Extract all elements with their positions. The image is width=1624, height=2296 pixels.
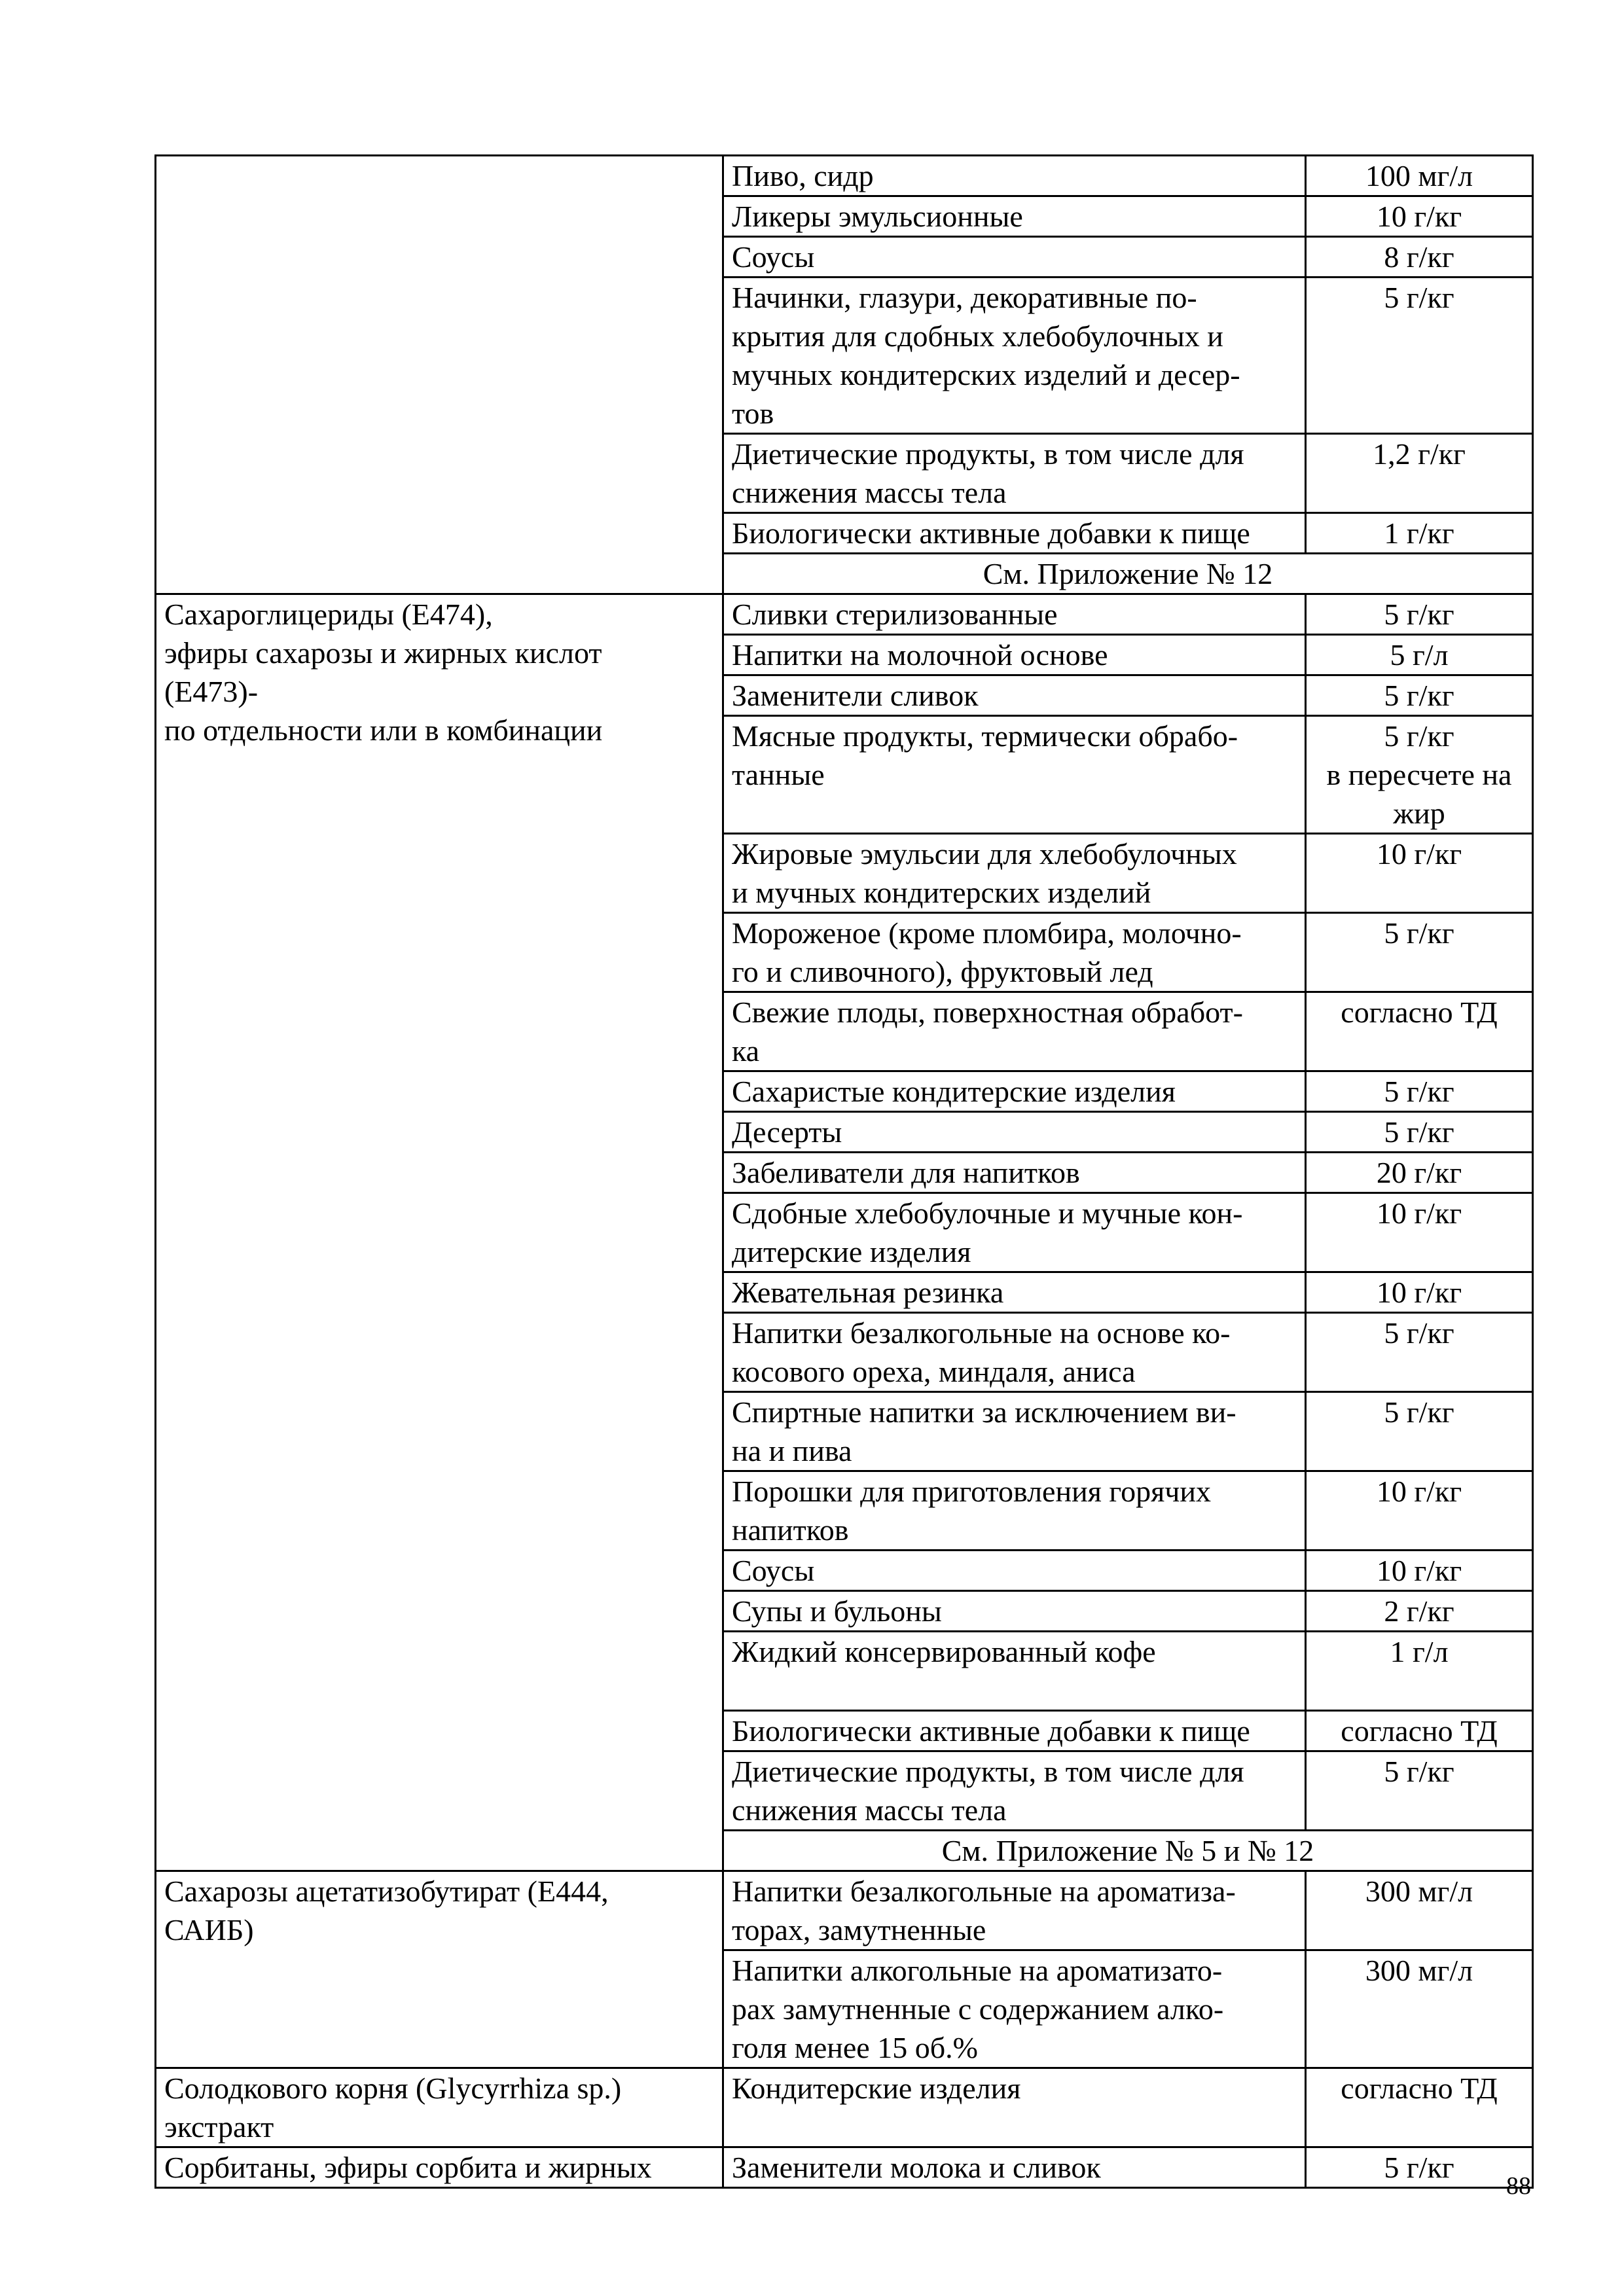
- level-cell: [1306, 2147, 1533, 2188]
- table-row: [156, 2147, 1533, 2188]
- level-cell: [1306, 1551, 1533, 1591]
- cell-text-line: в пересчете на: [1326, 758, 1512, 791]
- product-cell: [723, 992, 1306, 1071]
- substance-cell: [156, 156, 723, 594]
- product-cell: [723, 2068, 1306, 2147]
- product-cell: [723, 594, 1306, 635]
- level-cell: [1306, 1193, 1533, 1272]
- level-cell: [1306, 1272, 1533, 1313]
- cell-text-line: Жидкий консервированный кофе: [732, 1635, 1156, 1668]
- cell-text-line: Напитки безалкогольные на ароматиза-: [732, 1874, 1236, 1908]
- product-cell: [723, 1071, 1306, 1112]
- cell-text-line: 1 г/кг: [1384, 516, 1454, 550]
- product-cell: [723, 635, 1306, 675]
- cell-text-line: 5 г/кг: [1384, 1075, 1454, 1108]
- cell-text-line: косового ореха, миндаля, аниса: [732, 1355, 1136, 1388]
- cell-text-line: снижения массы тела: [732, 476, 1007, 509]
- cell-text-line: Пиво, сидр: [732, 159, 874, 192]
- product-cell: [723, 1313, 1306, 1392]
- cell-text-line: Супы и бульоны: [732, 1594, 942, 1628]
- product-cell: [723, 1392, 1306, 1471]
- cell-text-line: Забеливатели для напитков: [732, 1156, 1080, 1189]
- cell-text-line: 10 г/кг: [1376, 837, 1462, 870]
- cell-text-line: 5 г/л: [1390, 638, 1449, 672]
- cell-text-line: 5 г/кг: [1384, 916, 1454, 950]
- level-cell: [1306, 1313, 1533, 1392]
- cell-text-line: 8 г/кг: [1384, 240, 1454, 274]
- cell-text-line: Сахарозы ацетатизобутират (E444,: [164, 1874, 609, 1908]
- cell-text-line: Жировые эмульсии для хлебобулочных: [732, 837, 1237, 870]
- level-cell: [1306, 434, 1533, 513]
- cell-text-line: Заменители молока и сливок: [732, 2151, 1101, 2184]
- substance-cell: [156, 1871, 723, 2068]
- cell-text-line: Диетические продукты, в том числе для: [732, 437, 1244, 471]
- level-cell: [1306, 1392, 1533, 1471]
- cell-text-line: 5 г/кг: [1384, 679, 1454, 712]
- cell-text-line: 300 мг/л: [1365, 1874, 1473, 1908]
- product-cell: [723, 834, 1306, 913]
- cell-text-line: Мясные продукты, термически обрабо-: [732, 719, 1238, 753]
- cell-text-line: Порошки для приготовления горячих: [732, 1475, 1211, 1508]
- product-cell: [723, 1471, 1306, 1551]
- product-cell: [723, 1751, 1306, 1831]
- cell-text-line: тов: [732, 397, 774, 430]
- cell-text-line: эфиры сахарозы и жирных кислот: [164, 636, 602, 670]
- product-cell: [723, 2147, 1306, 2188]
- cell-text-line: Сорбитаны, эфиры сорбита и жирных: [164, 2151, 652, 2184]
- cell-text-line: 5 г/кг: [1384, 598, 1454, 631]
- cell-text-line: Десерты: [732, 1115, 842, 1149]
- cell-text-line: Биологически активные добавки к пище: [732, 1714, 1250, 1748]
- level-cell: [1306, 1071, 1533, 1112]
- cell-text-line: Мороженое (кроме пломбира, молочно-: [732, 916, 1242, 950]
- table-row: [156, 2068, 1533, 2147]
- level-cell: [1306, 635, 1533, 675]
- cell-text-line: 5 г/кг: [1384, 1395, 1454, 1429]
- cell-text-line: по отдельности или в комбинации: [164, 713, 603, 747]
- level-cell: [1306, 913, 1533, 992]
- cell-text-line: Биологически активные добавки к пище: [732, 516, 1250, 550]
- cell-text-line: согласно ТД: [1341, 996, 1498, 1029]
- cell-text-line: 5 г/кг: [1384, 719, 1454, 753]
- product-cell: [723, 434, 1306, 513]
- level-cell: [1306, 1950, 1533, 2068]
- cell-text-line: 5 г/кг: [1384, 1115, 1454, 1149]
- product-cell: [723, 1591, 1306, 1632]
- level-cell: [1306, 1632, 1533, 1711]
- substance-cell: [156, 2147, 723, 2188]
- level-cell: [1306, 1591, 1533, 1632]
- substance-cell: [156, 594, 723, 1871]
- appendix-note: См. Приложение № 12: [723, 554, 1533, 594]
- product-cell: [723, 1153, 1306, 1193]
- level-cell: [1306, 237, 1533, 278]
- table-row: [156, 594, 1533, 635]
- product-cell: [723, 196, 1306, 237]
- cell-text-line: и мучных кондитерских изделий: [732, 876, 1151, 909]
- cell-text-line: Напитки безалкогольные на основе ко-: [732, 1316, 1231, 1350]
- product-cell: [723, 513, 1306, 554]
- cell-text-line: Соусы: [732, 240, 815, 274]
- cell-text-line: 300 мг/л: [1365, 1954, 1473, 1987]
- level-cell: [1306, 156, 1533, 196]
- level-cell: [1306, 2068, 1533, 2147]
- product-cell: [723, 716, 1306, 834]
- cell-text-line: Сливки стерилизованные: [732, 598, 1058, 631]
- product-cell: [723, 237, 1306, 278]
- level-cell: [1306, 278, 1533, 434]
- table-row: [156, 1871, 1533, 1950]
- cell-text-line: согласно ТД: [1341, 1714, 1498, 1748]
- level-cell: [1306, 834, 1533, 913]
- cell-text-line: торах, замутненные: [732, 1913, 986, 1946]
- cell-text-line: 5 г/кг: [1384, 1316, 1454, 1350]
- cell-text-line: жир: [1393, 797, 1445, 830]
- level-cell: [1306, 716, 1533, 834]
- cell-text-line: 10 г/кг: [1376, 1196, 1462, 1230]
- cell-text-line: Кондитерские изделия: [732, 2072, 1021, 2105]
- level-cell: [1306, 675, 1533, 716]
- cell-text-line: 2 г/кг: [1384, 1594, 1454, 1628]
- level-cell: [1306, 1471, 1533, 1551]
- product-cell: [723, 278, 1306, 434]
- level-cell: [1306, 196, 1533, 237]
- level-cell: [1306, 1153, 1533, 1193]
- cell-text-line: 1,2 г/кг: [1373, 437, 1466, 471]
- cell-text-line: Диетические продукты, в том числе для: [732, 1755, 1244, 1788]
- cell-text-line: дитерские изделия: [732, 1235, 971, 1268]
- product-cell: [723, 675, 1306, 716]
- cell-text-line: крытия для сдобных хлебобулочных и: [732, 319, 1223, 353]
- cell-text-line: Сдобные хлебобулочные и мучные кон-: [732, 1196, 1243, 1230]
- product-cell: [723, 1272, 1306, 1313]
- cell-text-line: 10 г/кг: [1376, 1276, 1462, 1309]
- cell-text-line: 20 г/кг: [1376, 1156, 1462, 1189]
- level-cell: [1306, 513, 1533, 554]
- level-cell: [1306, 594, 1533, 635]
- product-cell: [723, 1112, 1306, 1153]
- cell-text-line: Солодкового корня (Glycyrrhiza sp.): [164, 2072, 622, 2105]
- product-cell: [723, 1551, 1306, 1591]
- cell-text-line: 1 г/л: [1390, 1635, 1449, 1668]
- cell-text-line: согласно ТД: [1341, 2072, 1498, 2105]
- product-cell: [723, 1950, 1306, 2068]
- product-cell: [723, 1711, 1306, 1751]
- cell-text-line: 5 г/кг: [1384, 1755, 1454, 1788]
- cell-text-line: 10 г/кг: [1376, 200, 1462, 233]
- cell-text-line: Сахаристые кондитерские изделия: [732, 1075, 1176, 1108]
- cell-text-line: Напитки алкогольные на ароматизато-: [732, 1954, 1223, 1987]
- table-body: [156, 156, 1533, 2188]
- product-cell: [723, 1193, 1306, 1272]
- product-cell: [723, 1632, 1306, 1711]
- cell-text-line: Свежие плоды, поверхностная обработ-: [732, 996, 1243, 1029]
- cell-text-line: 10 г/кг: [1376, 1554, 1462, 1587]
- level-cell: [1306, 1751, 1533, 1831]
- cell-text-line: Начинки, глазури, декоративные по-: [732, 281, 1197, 314]
- cell-text-line: (E473)-: [164, 675, 259, 708]
- cell-text-line: экстракт: [164, 2110, 274, 2144]
- cell-text-line: танные: [732, 758, 825, 791]
- cell-text-line: ка: [732, 1034, 760, 1067]
- appendix-note: См. Приложение № 5 и № 12: [723, 1831, 1533, 1871]
- cell-text-line: Заменители сливок: [732, 679, 979, 712]
- cell-text-line: Спиртные напитки за исключением ви-: [732, 1395, 1236, 1429]
- cell-text-line: Ликеры эмульсионные: [732, 200, 1023, 233]
- substance-cell: [156, 2068, 723, 2147]
- product-cell: [723, 913, 1306, 992]
- cell-text-line: на и пива: [732, 1434, 852, 1467]
- cell-text-line: 5 г/кг: [1384, 281, 1454, 314]
- cell-text-line: [732, 1674, 740, 1707]
- cell-text-line: САИБ): [164, 1913, 254, 1946]
- level-cell: [1306, 1871, 1533, 1950]
- cell-text-line: рах замутненные с содержанием алко-: [732, 1992, 1224, 2026]
- level-cell: [1306, 1112, 1533, 1153]
- cell-text-line: го и сливочного), фруктовый лед: [732, 955, 1153, 988]
- cell-text-line: напитков: [732, 1513, 849, 1547]
- cell-text-line: 5 г/кг: [1384, 2151, 1454, 2184]
- cell-text-line: 10 г/кг: [1376, 1475, 1462, 1508]
- table-row: [156, 156, 1533, 196]
- cell-text-line: Жевательная резинка: [732, 1276, 1004, 1309]
- cell-text-line: Соусы: [732, 1554, 815, 1587]
- additives-table: [154, 154, 1534, 2189]
- product-cell: [723, 156, 1306, 196]
- cell-text-line: Сахароглицериды (E474),: [164, 598, 493, 631]
- cell-text-line: голя менее 15 об.%: [732, 2031, 978, 2064]
- page-number: 88: [1506, 2172, 1531, 2200]
- product-cell: [723, 1871, 1306, 1950]
- cell-text-line: 100 мг/л: [1365, 159, 1473, 192]
- cell-text-line: снижения массы тела: [732, 1793, 1007, 1827]
- cell-text-line: Напитки на молочной основе: [732, 638, 1108, 672]
- level-cell: [1306, 1711, 1533, 1751]
- level-cell: [1306, 992, 1533, 1071]
- cell-text-line: мучных кондитерских изделий и десер-: [732, 358, 1240, 391]
